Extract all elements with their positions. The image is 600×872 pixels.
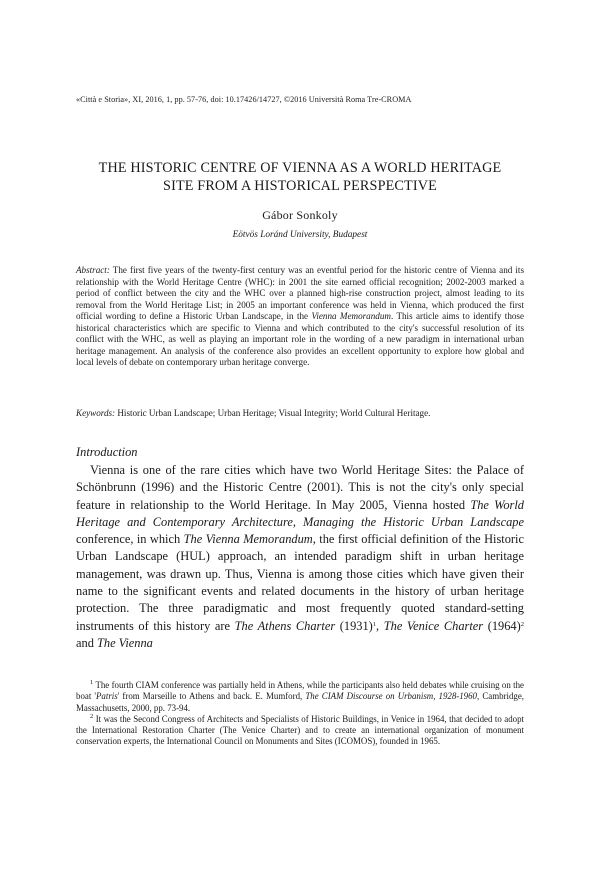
keywords-label: Keywords: [76,408,116,418]
intro-text-11: and [76,635,97,650]
intro-conference-title: The World Heritage and Contemporary Architecture, Managing the Historic Urban Landscape [76,497,524,529]
title-line-1: THE HISTORIC CENTRE OF VIENNA AS A WORLD HERITAGE [98,160,502,176]
section-heading-introduction: Introduction [76,445,138,459]
footnote-2-text: It was the Second Congress of Architects and Specialists of Historic Buildings, in Venice in 1964, that decided to adopt the International Restoration Charter (The Venice Charter) and to create an international organization of monument conservation experts, the International Council on Monuments and Sites (ICOMOS), founded in 1965. [76,713,524,747]
footnote-1-book-title: The CIAM Discourse on Urbanism, 1928-1960 [305,691,477,702]
keywords [76,408,524,420]
journal-citation: «Città e Storia», XI, 2016, 1, pp. 57-76, doi: 10.17426/14727, ©2016 Università Roma Tre-CROMA [76,95,412,104]
keywords-text: Historic Urban Landscape; Urban Heritage; Visual Integrity; World Cultural Heritage. [115,408,431,418]
intro-vienna-memorandum: The Vienna Memorandum [183,532,313,547]
intro-athens-charter: The Athens Charter [234,618,336,633]
introduction-body [76,462,524,652]
abstract [76,265,524,369]
intro-text-1: Vienna is one of the rare cities which have two World Heritage Sites: the Palace of Schönbrunn (1996) and the Historic Centre (2001). This is not the city's only special feature in relationship to the World Heritage. In May 2005, Vienna hosted [76,463,524,512]
footnotes [76,680,524,748]
footnote-1-text-e: , Cambridge, Massachusetts, 2000, pp. 73-94. [76,691,524,713]
intro-text-3: conference, in which [76,532,184,547]
footnote-1-text-a: The fourth CIAM conference was partially held in Athens, while the participants also held debates while cruising on the boat ' [76,680,524,702]
author-name: Gábor Sonkoly [262,208,338,222]
footnote-2 [76,714,524,748]
intro-vienna-text: The Vienna [97,635,153,650]
footnote-1-text-c: ' from Marseille to Athens and back. E. Mumford, [117,691,306,702]
footnote-1-mark: 1 [90,679,94,686]
footnote-1 [76,680,524,714]
article-title [60,160,540,195]
footnote-ref-2[interactable]: 2 [520,620,524,628]
footnote-1-boat-name: Patris [96,691,118,702]
footnote-ref-1[interactable]: 1 [372,620,377,628]
introduction-paragraph [76,462,524,652]
author-affiliation: Eötvös Loránd University, Budapest [232,230,368,240]
intro-text-8: , [376,618,384,633]
intro-venice-charter: The Venice Charter [383,618,484,633]
intro-text-5: , the first official definition of the Historic Urban Landscape (HUL) approach, an intended paradigm shift in urban heritage management, was drawn up. Thus, Vienna is among those cities which have given their name to the significant events and related documents in the history of urban heritage protection. The three paradigmatic and most frequently quoted standard-setting instruments of this history are [76,532,524,633]
footnote-2-mark: 2 [90,712,94,720]
title-line-2: SITE FROM A HISTORICAL PERSPECTIVE [163,177,437,194]
abstract-label: Abstract: [76,265,110,275]
abstract-text-1: The first five years of the twenty-first century was an eventful period for the historic centre of Vienna and its relationship with the World Heritage Centre (WHC): in 2001 the site earned official recognition; 2002-2003 marked a period of conflict between the city and the WHC over a planned high-rise construction project, almost leading to its removal from the World Heritage List; in 2005 an important conference was held in Vienna, which produced the first official wording to define a Historic Urban Landscape, in the [76,265,524,321]
intro-text-7: (1931) [335,618,373,633]
abstract-text-3: . This article aims to identify those historical characteristics which are specific to Vienna and which contributed to the city's successful resolution of its conflict with the WHC, as well as playing an important role in the wording of a new paradigm in international urban heritage management. An analysis of the conference also provides an excellent opportunity to explore how global and local levels of debate on contemporary urban heritage converge. [76,311,524,367]
abstract-vienna-memorandum: Vienna Memorandum [311,311,391,321]
intro-text-10: (1964) [483,618,521,633]
